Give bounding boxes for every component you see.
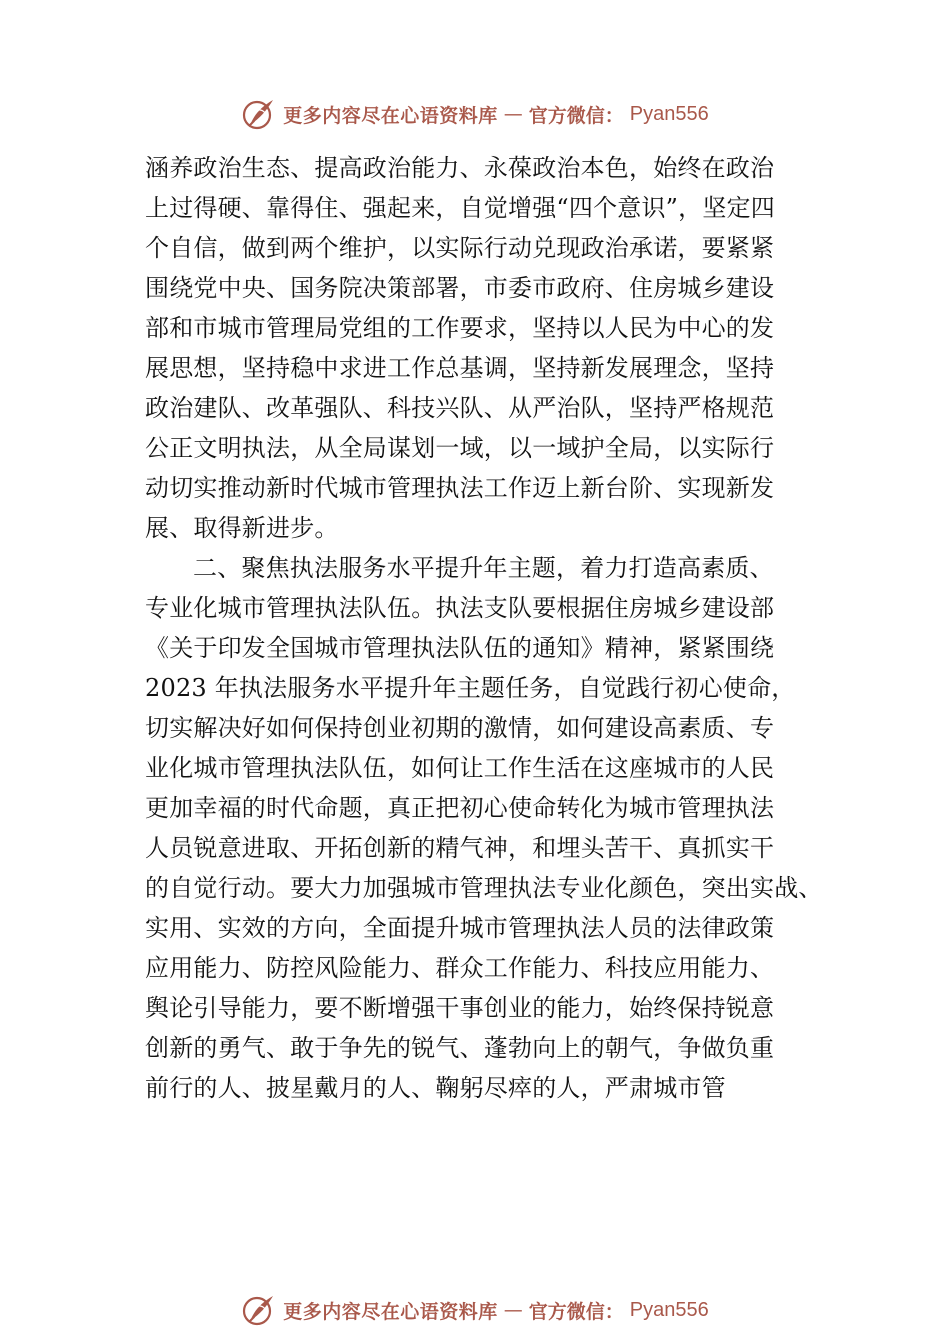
text-line: 的自觉行动。要大力加强城市管理执法专业化颜色，突出实战、 — [145, 874, 823, 902]
section-heading-line: 二、聚焦执法服务水平提升年主题，着力打造高素质、 — [193, 554, 774, 582]
quill-logo-icon — [241, 96, 277, 132]
footer-banner — [0, 1290, 950, 1330]
banner-separator: — — [503, 1299, 523, 1321]
banner-wechat-label: 官方微信： — [528, 104, 624, 127]
text-line: 人员锐意进取、开拓创新的精气神，和埋头苦干、真抓实干 — [145, 834, 775, 862]
banner-wechat-label: 官方微信： — [528, 1300, 624, 1323]
text-line: 应用能力、防控风险能力、群众工作能力、科技应用能力、 — [145, 954, 775, 982]
text-line: 切实解决好如何保持创业初期的激情，如何建设高素质、专 — [145, 714, 775, 742]
text-line: 专业化城市管理执法队伍。执法支队要根据住房城乡建设部 — [145, 594, 775, 622]
text-line: 《关于印发全国城市管理执法队伍的通知》精神，紧紧围绕 — [145, 634, 775, 662]
banner-wechat-id: Pyan556 — [629, 102, 709, 125]
text-line: 部和市城市管理局党组的工作要求，坚持以人民为中心的发 — [145, 314, 775, 342]
text-line: 围绕党中央、国务院决策部署，市委市政府、住房城乡建设 — [145, 274, 775, 302]
header-banner — [0, 94, 950, 134]
text-line: 业化城市管理执法队伍，如何让工作生活在这座城市的人民 — [145, 754, 775, 782]
document-body — [145, 148, 845, 1108]
text-line: 政治建队、改革强队、科技兴队、从严治队，坚持严格规范 — [145, 394, 775, 422]
text-line: 展思想，坚持稳中求进工作总基调，坚持新发展理念，坚持 — [145, 354, 775, 382]
quill-logo-icon — [241, 1292, 277, 1328]
text-line: 创新的勇气、敢于争先的锐气、蓬勃向上的朝气，争做负重 — [145, 1034, 775, 1062]
banner-wechat-id: Pyan556 — [629, 1298, 709, 1321]
text-line: 更加幸福的时代命题，真正把初心使命转化为城市管理执法 — [145, 794, 775, 822]
text-line: 动切实推动新时代城市管理执法工作迈上新台阶、实现新发 — [145, 474, 775, 502]
text-line: 涵养政治生态、提高政治能力、永葆政治本色，始终在政治 — [145, 154, 775, 182]
text-line: 个自信，做到两个维护，以实际行动兑现政治承诺，要紧紧 — [145, 234, 775, 262]
banner-separator: — — [503, 103, 523, 125]
text-line: 实用、实效的方向，全面提升城市管理执法人员的法律政策 — [145, 914, 775, 942]
text-line: 舆论引导能力，要不断增强干事创业的能力，始终保持锐意 — [145, 994, 775, 1022]
banner-title: 更多内容尽在心语资料库 — [283, 104, 498, 127]
text-line: 2023 年执法服务水平提升年主题任务，自觉践行初心使命， — [145, 674, 796, 702]
text-line: 上过得硬、靠得住、强起来，自觉增强“四个意识”，坚定四 — [145, 194, 775, 222]
text-line: 前行的人、披星戴月的人、鞠躬尽瘁的人，严肃城市管 — [145, 1074, 726, 1102]
text-line: 展、取得新进步。 — [145, 514, 339, 542]
banner-title: 更多内容尽在心语资料库 — [283, 1300, 498, 1323]
text-line: 公正文明执法，从全局谋划一域，以一域护全局，以实际行 — [145, 434, 775, 462]
